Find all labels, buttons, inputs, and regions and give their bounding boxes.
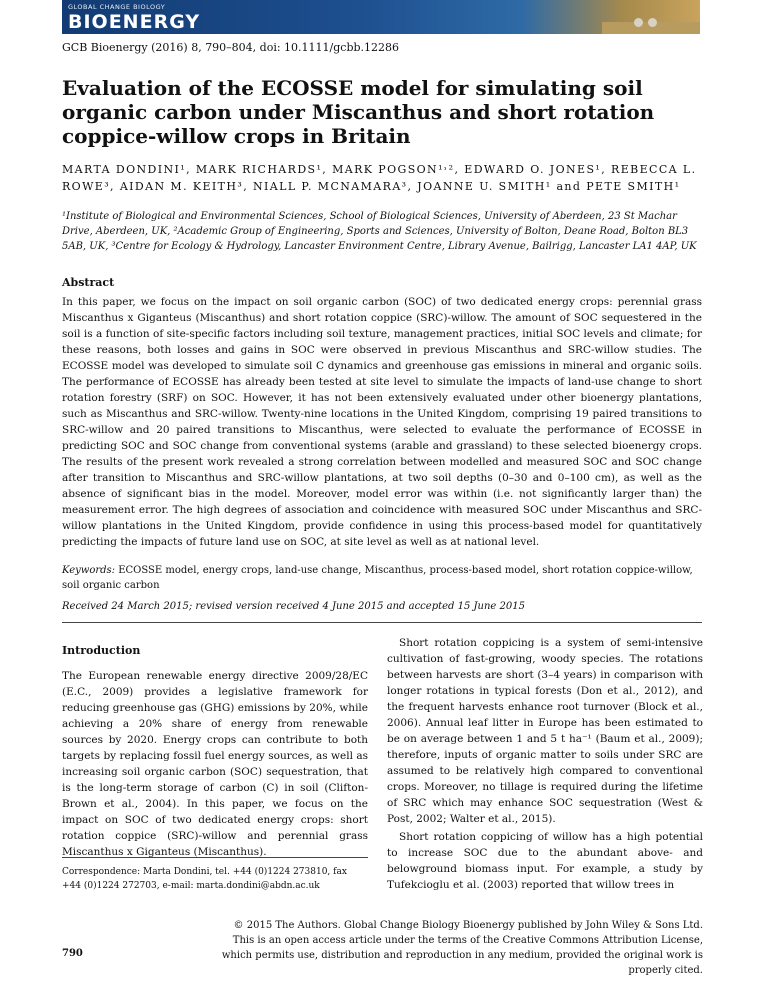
hay-bale-icon <box>634 18 643 27</box>
copyright-line: © 2015 The Authors. Global Change Biology Bioenergy published by John Wiley & Sons Ltd. <box>233 920 703 931</box>
journal-name: BIOENERGY <box>68 11 201 33</box>
abstract-text: In this paper, we focus on the impact on soil organic carbon (SOC) of two dedicated energy crops: perennial grass Miscanthus x Giganteus (Miscanthus) and short rotation coppice (SRC)-willow. The amount of SOC sequestered in the soil is a function of site-specific factors including soil texture, management practices, initial SOC levels and climate; for these reasons, both losses and gains in SOC were observed in previous Miscanthus and SRC-willow studies. The ECOSSE model was developed to simulate soil C dynamics and greenhouse gas emissions in mineral and organic soils. The performance of ECOSSE has already been tested at site level to simulate the impacts of land-use change to short rotation forestry (SRF) on SOC. However, it has not been extensively evaluated under other bioenergy plantations, such as Miscanthus and SRC-willow. Twenty-nine locations in the United Kingdom, comprising 19 paired transitions to SRC-willow and 20 paired transitions to Miscanthus, were selected to evaluate the performance of ECOSSE in predicting SOC and SOC change from conventional systems (arable and grassland) to these selected bioenergy crops. The results of the present work revealed a strong correlation between modelled and measured SOC and SOC change after transition to Miscanthus and SRC-willow plantations, at two soil depths (0–30 and 0–100 cm), as well as the absence of significant bias in the model. Moreover, model error was within (i.e. not significantly larger than) the measurement error. The high degrees of association and coincidence with measured SOC under Miscanthus and SRC-willow plantations in the United Kingdom, provide confidence in using this process-based model for quantitatively predicting the impacts of future land use on SOC, at site level as well as at national level. <box>62 296 702 548</box>
introduction-heading: Introduction <box>62 644 141 657</box>
correspondence: Correspondence: Marta Dondini, tel. +44 (0)1224 273810, fax +44 (0)1224 272703, e-mail: marta.dondini@abdn.ac.uk <box>62 867 347 891</box>
copyright-line: This is an open access article under the terms of the Creative Commons Attribution License, <box>232 935 703 946</box>
author-list: MARTA DONDINI¹, MARK RICHARDS¹, MARK POGSON¹˒², EDWARD O. JONES¹, REBECCA L. ROWE³, AIDAN M. KEITH³, NIALL P. MCNAMARA³, JOANNE U. SMITH¹ and PETE SMITH¹ <box>62 163 697 193</box>
article-title: Evaluation of the ECOSSE model for simulating soil organic carbon under Miscanthus and short rotation coppice-willow crops in Britain <box>62 76 655 148</box>
copyright-line: which permits use, distribution and reproduction in any medium, provided the original work is properly cited. <box>221 950 703 976</box>
banner-small-label: GLOBAL CHANGE BIOLOGY <box>68 3 166 11</box>
hay-bale-icon <box>648 18 657 27</box>
keywords <box>62 563 702 593</box>
divider <box>62 622 702 623</box>
affiliations: ¹Institute of Biological and Environmental Sciences, School of Biological Sciences, University of Aberdeen, 23 St Machar Drive, Aberdeen, UK, ²Academic Group of Engineering, Sports and Sciences, University of Bolton, Deane Road, Bolton BL3 5AB, UK, ³Centre for Ecology & Hydrology, Lancaster Environment Centre, Library Avenue, Bailrigg, Lancaster LA1 4AP, UK <box>62 211 697 252</box>
intro-paragraph: Short rotation coppicing of willow has a high potential to increase SOC due to the abundant above- and belowground biomass input. For example, a study by Tufekcioglu et al. (2003) reported that willow trees in <box>387 831 703 891</box>
abstract-heading: Abstract <box>62 276 115 289</box>
intro-right-column <box>387 635 703 893</box>
footnote-divider <box>62 857 368 858</box>
citation: GCB Bioenergy (2016) 8, 790–804, doi: 10.1111/gcbb.12286 <box>62 41 400 54</box>
page-number: 790 <box>62 948 83 959</box>
intro-paragraph: Short rotation coppicing is a system of semi-intensive cultivation of fast-growing, woody species. The rotations between harvests are short (3–4 years) in comparison with longer rotations in typical forests (Don et al., 2012), and the frequent harvests enhance root turnover (Block et al., 2006). Annual leaf litter in Europe has been estimated to be on average between 1 and 5 t ha⁻¹ (Baum et al., 2009); therefore, inputs of organic matter to soils under SRC are assumed to be relatively high compared to conventional crops. Moreover, no tillage is required during the lifetime of SRC which may enhance SOC sequestration (West & Post, 2002; Walter et al., 2015). <box>387 637 703 825</box>
copyright-notice <box>180 918 703 978</box>
received-dates: Received 24 March 2015; revised version received 4 June 2015 and accepted 15 June 2015 <box>62 601 525 612</box>
keywords-label: Keywords: <box>62 565 116 576</box>
keywords-text: ECOSSE model, energy crops, land-use change, Miscanthus, process-based model, short rotation coppice-willow, soil organic carbon <box>62 565 693 591</box>
journal-banner <box>62 0 700 34</box>
intro-left-column: The European renewable energy directive 2009/28/EC (E.C., 2009) provides a legislative framework for reducing greenhouse gas (GHG) emissions by 20%, while achieving a 20% share of energy from renewable sources by 2020. Energy crops can contribute to both targets by replacing fossil fuel energy sources, as well as increasing soil organic carbon (SOC) sequestration, that is the long-term storage of carbon (C) in soil (Clifton-Brown et al., 2004). In this paper, we focus on the impact on SOC of two dedicated energy crops: short rotation coppice (SRC)-willow and perennial grass Miscanthus x Giganteus (Miscanthus). <box>62 670 368 858</box>
